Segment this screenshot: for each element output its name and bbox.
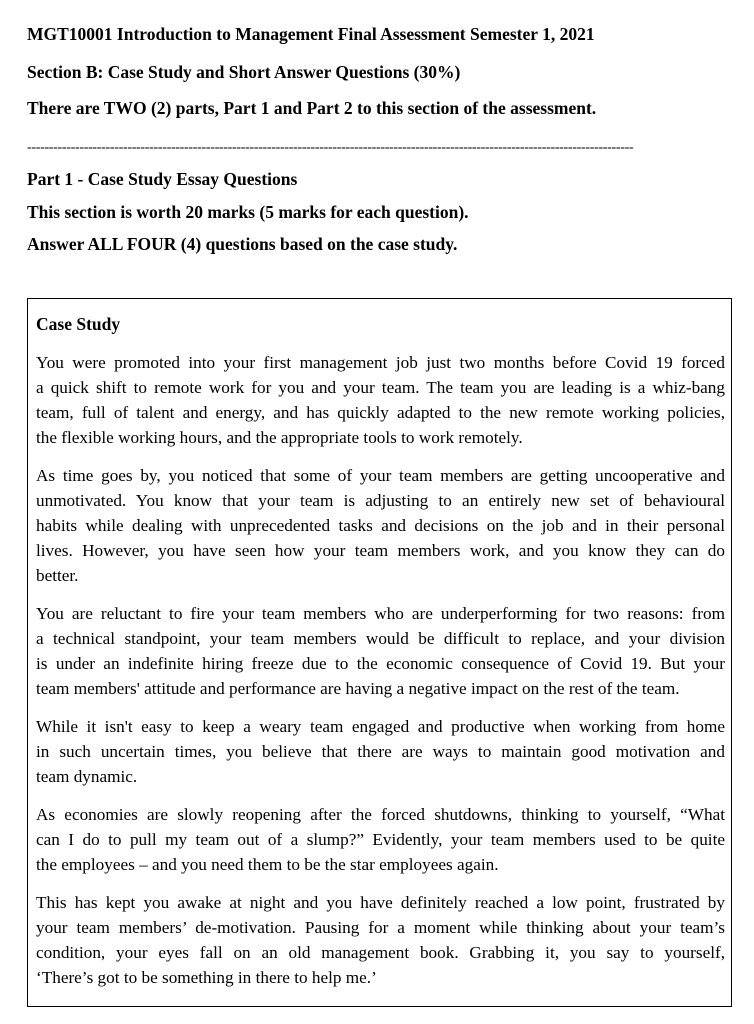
paragraph-line: While it isn't easy to keep a weary team engaged and productive when working from home: [36, 717, 725, 736]
case-study-paragraph: [36, 601, 725, 701]
paragraph-line: As time goes by, you noticed that some of your team members are getting uncooperative and: [36, 466, 725, 485]
paragraph-line: team dynamic.: [36, 767, 138, 786]
paragraph-line: your team members’ de-motivation. Pausing for a moment while thinking about your team’s: [36, 918, 725, 937]
paragraph-line: lives. However, you have seen how your team members work, and you know they can do: [36, 541, 725, 560]
case-study-body: [36, 350, 725, 1003]
paragraph-line: unmotivated. You know that your team is adjusting to an entirely new set of behavioural: [36, 491, 725, 510]
paragraph-line: in such uncertain times, you believe that there are ways to maintain good motivation and: [36, 742, 725, 761]
section-title: Section B: Case Study and Short Answer Questions (30%): [27, 62, 461, 82]
paragraph-line: You are reluctant to fire your team members who are underperforming for two reasons: from: [36, 604, 725, 623]
paragraph-line: team members' attitude and performance are having a negative impact on the rest of the team.: [36, 679, 680, 698]
paragraph-line: condition, your eyes fall on an old management book. Grabbing it, you say to yourself,: [36, 943, 725, 962]
case-study-paragraph: [36, 714, 725, 789]
paragraph-line: You were promoted into your first management job just two months before Covid 19 forced: [36, 353, 725, 372]
case-study-paragraph: [36, 350, 725, 450]
paragraph-line: the flexible working hours, and the appropriate tools to work remotely.: [36, 428, 523, 447]
paragraph-line: habits while dealing with unprecedented tasks and decisions on the job and in their personal: [36, 516, 725, 535]
paragraph-line: a technical standpoint, your team members would be difficult to replace, and your division: [36, 629, 725, 648]
case-study-paragraph: [36, 802, 725, 877]
paragraph-line: the employees – and you need them to be the star employees again.: [36, 855, 499, 874]
paragraph-line: As economies are slowly reopening after the forced shutdowns, thinking to yourself, “What: [36, 805, 725, 824]
divider: -------------------------------------------------------------------------------------------------------------------------------------------: [27, 140, 634, 155]
case-study-paragraph: [36, 463, 725, 588]
paragraph-line: is under an indefinite hiring freeze due to the economic consequence of Covid 19. But your: [36, 654, 725, 673]
part1-worth: This section is worth 20 marks (5 marks for each question).: [27, 202, 469, 222]
part1-title: Part 1 - Case Study Essay Questions: [27, 169, 298, 189]
paragraph-line: ‘There’s got to be something in there to help me.’: [36, 968, 377, 987]
part1-instruction: Answer ALL FOUR (4) questions based on the case study.: [27, 234, 458, 254]
paragraph-line: can I do to pull my team out of a slump?” Evidently, your team members used to be quite: [36, 830, 725, 849]
case-study-paragraph: [36, 890, 725, 990]
paragraph-line: a quick shift to remote work for you and your team. The team you are leading is a whiz-bang: [36, 378, 725, 397]
paragraph-line: This has kept you awake at night and you have definitely reached a low point, frustrated by: [36, 893, 725, 912]
case-study-box: [27, 298, 732, 1007]
paragraph-line: team, full of talent and energy, and has quickly adapted to the new remote working policies,: [36, 403, 725, 422]
case-study-title: Case Study: [36, 314, 121, 334]
assessment-title: MGT10001 Introduction to Management Final Assessment Semester 1, 2021: [27, 24, 595, 44]
paragraph-line: better.: [36, 566, 79, 585]
section-parts-note: There are TWO (2) parts, Part 1 and Part 2 to this section of the assessment.: [27, 98, 597, 118]
